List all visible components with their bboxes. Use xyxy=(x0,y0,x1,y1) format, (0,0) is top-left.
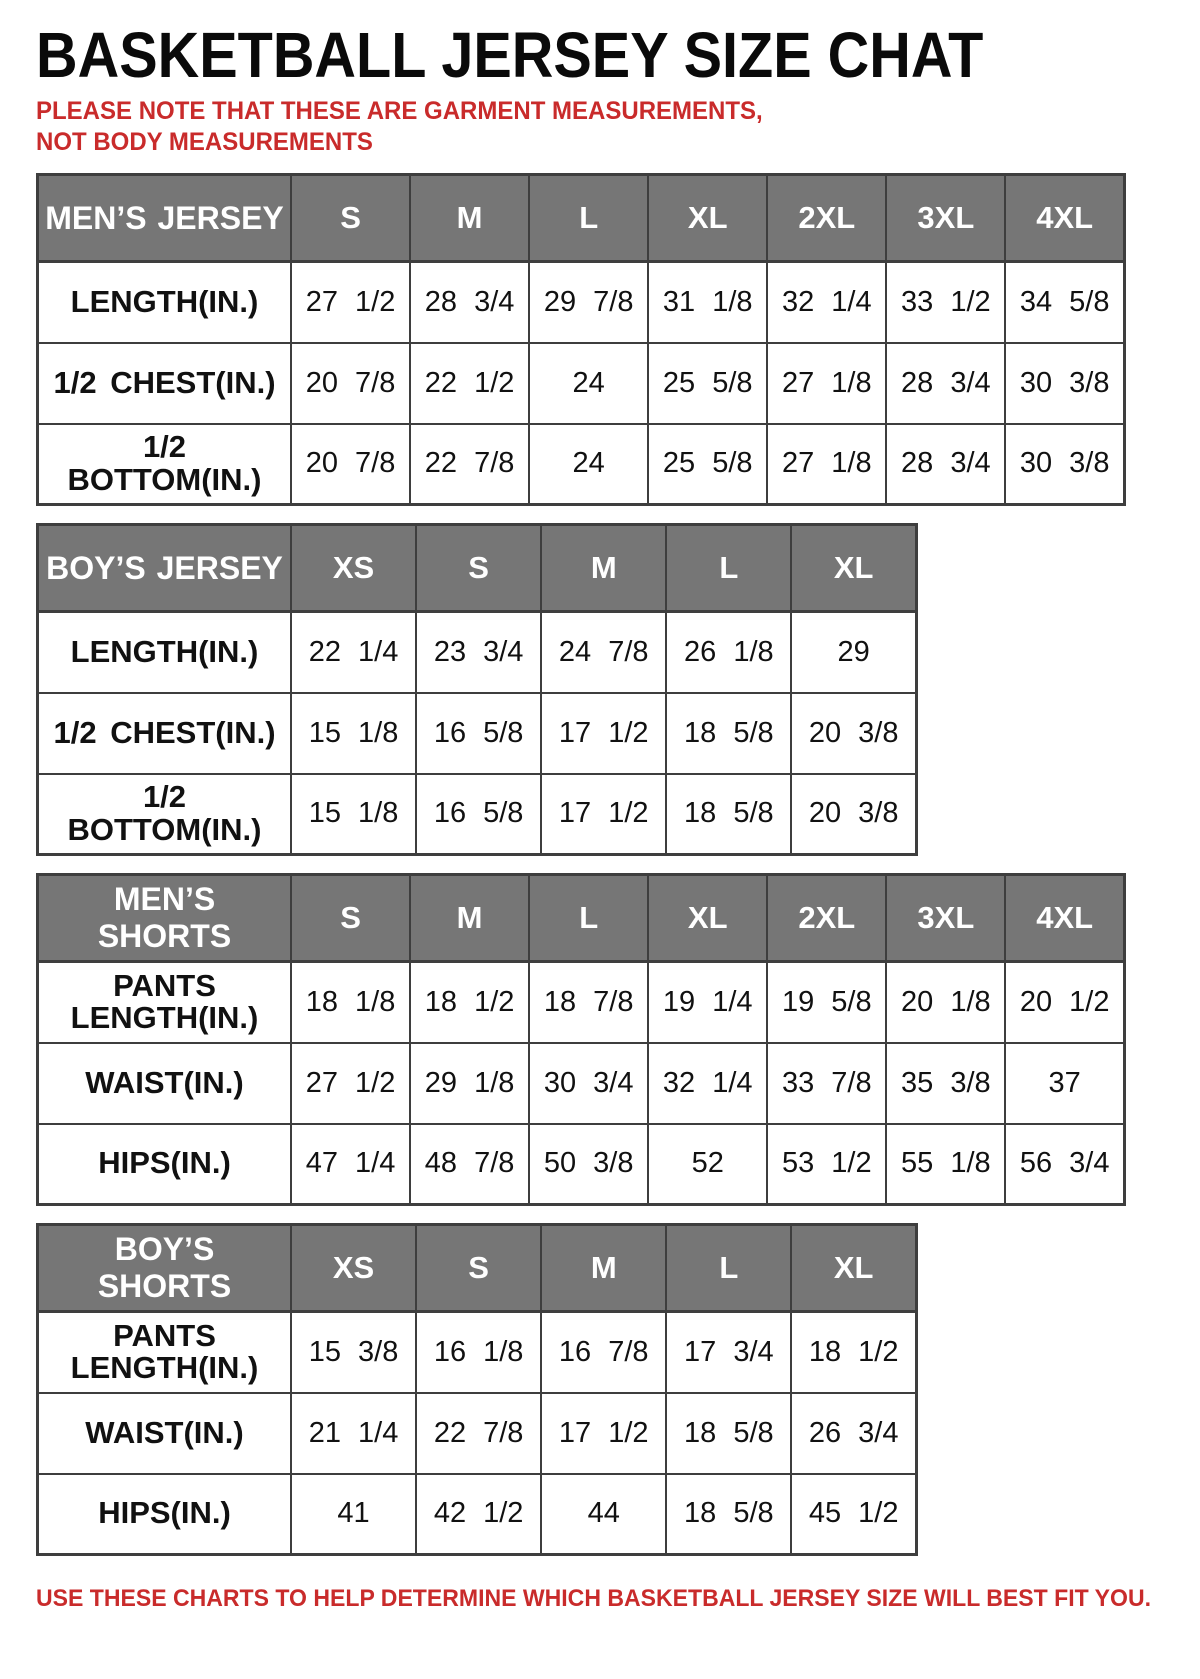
measurement-value: 28 3/4 xyxy=(886,343,1005,424)
measurement-value: 28 3/4 xyxy=(886,424,1005,505)
measurement-value: 29 1/8 xyxy=(410,1043,529,1124)
measurement-value: 37 xyxy=(1005,1043,1124,1124)
table-row xyxy=(38,1474,917,1555)
measurement-value: 17 1/2 xyxy=(541,693,666,774)
table-row xyxy=(38,962,1125,1043)
measurement-value: 18 7/8 xyxy=(529,962,648,1043)
measurement-label: 1/2 BOTTOM(IN.) xyxy=(38,774,292,855)
measurement-value: 18 5/8 xyxy=(666,1474,791,1555)
measurement-value: 15 3/8 xyxy=(291,1312,416,1393)
measurement-value: 24 xyxy=(529,343,648,424)
measurement-value: 17 1/2 xyxy=(541,1393,666,1474)
size-header-cell: 2XL xyxy=(767,175,886,262)
table-row xyxy=(38,262,1125,343)
measurement-value: 26 3/4 xyxy=(791,1393,916,1474)
measurement-value: 33 1/2 xyxy=(886,262,1005,343)
measurement-value: 20 3/8 xyxy=(791,693,916,774)
measurement-value: 20 7/8 xyxy=(291,343,410,424)
measurement-value: 15 1/8 xyxy=(291,774,416,855)
measurement-value: 18 5/8 xyxy=(666,693,791,774)
measurement-value: 27 1/2 xyxy=(291,1043,410,1124)
size-header-cell: M xyxy=(541,1225,666,1312)
table-row xyxy=(38,1043,1125,1124)
table-row xyxy=(38,343,1125,424)
measurement-label: PANTS LENGTH(IN.) xyxy=(38,962,292,1043)
measurement-value: 52 xyxy=(648,1124,767,1205)
garment-measurements-note: PLEASE NOTE THAT THESE ARE GARMENT MEASUREMENTS, NOT BODY MEASUREMENTS xyxy=(36,97,763,156)
measurement-value: 18 1/8 xyxy=(291,962,410,1043)
size-header-cell: L xyxy=(529,175,648,262)
table-row xyxy=(38,774,917,855)
measurement-value: 25 5/8 xyxy=(648,343,767,424)
size-header-cell: S xyxy=(291,875,410,962)
measurement-value: 29 xyxy=(791,612,916,693)
measurement-value: 44 xyxy=(541,1474,666,1555)
measurement-value: 20 3/8 xyxy=(791,774,916,855)
measurement-value: 30 3/8 xyxy=(1005,343,1124,424)
size-header-cell: M xyxy=(541,525,666,612)
measurement-value: 24 7/8 xyxy=(541,612,666,693)
size-header-cell: S xyxy=(291,175,410,262)
measurement-value: 18 1/2 xyxy=(410,962,529,1043)
size-header-cell: 2XL xyxy=(767,875,886,962)
measurement-label: HIPS(IN.) xyxy=(38,1474,292,1555)
measurement-label: WAIST(IN.) xyxy=(38,1393,292,1474)
measurement-value: 23 3/4 xyxy=(416,612,541,693)
size-header-cell: M xyxy=(410,175,529,262)
size-header-cell: XL xyxy=(791,1225,916,1312)
measurement-value: 16 7/8 xyxy=(541,1312,666,1393)
measurement-value: 27 1/2 xyxy=(291,262,410,343)
measurement-label: LENGTH(IN.) xyxy=(38,612,292,693)
measurement-value: 31 1/8 xyxy=(648,262,767,343)
measurement-value: 55 1/8 xyxy=(886,1124,1005,1205)
size-header-cell: 3XL xyxy=(886,875,1005,962)
size-header-cell: S xyxy=(416,1225,541,1312)
table-row xyxy=(38,424,1125,505)
measurement-label: 1/2 BOTTOM(IN.) xyxy=(38,424,292,505)
measurement-value: 16 1/8 xyxy=(416,1312,541,1393)
measurement-value: 19 5/8 xyxy=(767,962,886,1043)
measurement-value: 32 1/4 xyxy=(648,1043,767,1124)
measurement-value: 22 7/8 xyxy=(416,1393,541,1474)
measurement-label: WAIST(IN.) xyxy=(38,1043,292,1124)
measurement-value: 18 1/2 xyxy=(791,1312,916,1393)
measurement-value: 15 1/8 xyxy=(291,693,416,774)
measurement-value: 18 5/8 xyxy=(666,1393,791,1474)
boys-shorts-table xyxy=(36,1223,918,1556)
measurement-value: 24 xyxy=(529,424,648,505)
measurement-value: 33 7/8 xyxy=(767,1043,886,1124)
measurement-label: 1/2 CHEST(IN.) xyxy=(38,343,292,424)
measurement-value: 20 7/8 xyxy=(291,424,410,505)
measurement-value: 30 3/8 xyxy=(1005,424,1124,505)
boys-jersey-header-row xyxy=(38,525,917,612)
size-header-cell: 4XL xyxy=(1005,875,1124,962)
measurement-value: 27 1/8 xyxy=(767,424,886,505)
measurement-value: 16 5/8 xyxy=(416,774,541,855)
table-row xyxy=(38,1124,1125,1205)
measurement-value: 20 1/2 xyxy=(1005,962,1124,1043)
mens-shorts-header-row xyxy=(38,875,1125,962)
measurement-value: 29 7/8 xyxy=(529,262,648,343)
size-header-cell: M xyxy=(410,875,529,962)
size-header-cell: L xyxy=(666,525,791,612)
table-row xyxy=(38,1312,917,1393)
measurement-value: 18 5/8 xyxy=(666,774,791,855)
measurement-label: HIPS(IN.) xyxy=(38,1124,292,1205)
mens-shorts-title-cell: MEN’S SHORTS xyxy=(38,875,292,962)
measurement-value: 42 1/2 xyxy=(416,1474,541,1555)
measurement-value: 27 1/8 xyxy=(767,343,886,424)
page-title: BASKETBALL JERSEY SIZE CHAT xyxy=(36,19,984,91)
measurement-value: 53 1/2 xyxy=(767,1124,886,1205)
measurement-value: 34 5/8 xyxy=(1005,262,1124,343)
size-header-cell: XS xyxy=(291,525,416,612)
measurement-value: 45 1/2 xyxy=(791,1474,916,1555)
mens-jersey-header-row xyxy=(38,175,1125,262)
measurement-value: 47 1/4 xyxy=(291,1124,410,1205)
measurement-value: 35 3/8 xyxy=(886,1043,1005,1124)
measurement-value: 22 1/4 xyxy=(291,612,416,693)
boys-jersey-title-cell: BOY’S JERSEY xyxy=(38,525,292,612)
table-row xyxy=(38,612,917,693)
measurement-value: 26 1/8 xyxy=(666,612,791,693)
measurement-value: 56 3/4 xyxy=(1005,1124,1124,1205)
mens-jersey-table xyxy=(36,173,1126,506)
measurement-value: 25 5/8 xyxy=(648,424,767,505)
measurement-value: 22 1/2 xyxy=(410,343,529,424)
measurement-value: 50 3/8 xyxy=(529,1124,648,1205)
table-row xyxy=(38,693,917,774)
size-header-cell: 4XL xyxy=(1005,175,1124,262)
size-header-cell: L xyxy=(666,1225,791,1312)
measurement-value: 20 1/8 xyxy=(886,962,1005,1043)
size-header-cell: XL xyxy=(648,875,767,962)
best-fit-note: USE THESE CHARTS TO HELP DETERMINE WHICH BASKETBALL JERSEY SIZE WILL BEST FIT YOU. xyxy=(36,1585,1152,1612)
mens-jersey-title-cell: MEN’S JERSEY xyxy=(38,175,292,262)
boys-shorts-header-row xyxy=(38,1225,917,1312)
measurement-label: LENGTH(IN.) xyxy=(38,262,292,343)
measurement-label: 1/2 CHEST(IN.) xyxy=(38,693,292,774)
size-header-cell: L xyxy=(529,875,648,962)
measurement-value: 17 1/2 xyxy=(541,774,666,855)
measurement-value: 16 5/8 xyxy=(416,693,541,774)
boys-shorts-title-cell: BOY’S SHORTS xyxy=(38,1225,292,1312)
boys-jersey-table xyxy=(36,523,918,856)
measurement-value: 22 7/8 xyxy=(410,424,529,505)
size-header-cell: XS xyxy=(291,1225,416,1312)
size-header-cell: S xyxy=(416,525,541,612)
mens-shorts-table xyxy=(36,873,1126,1206)
measurement-value: 19 1/4 xyxy=(648,962,767,1043)
table-row xyxy=(38,1393,917,1474)
measurement-value: 48 7/8 xyxy=(410,1124,529,1205)
measurement-label: PANTS LENGTH(IN.) xyxy=(38,1312,292,1393)
size-header-cell: XL xyxy=(648,175,767,262)
measurement-value: 21 1/4 xyxy=(291,1393,416,1474)
measurement-value: 41 xyxy=(291,1474,416,1555)
size-header-cell: 3XL xyxy=(886,175,1005,262)
measurement-value: 32 1/4 xyxy=(767,262,886,343)
measurement-value: 28 3/4 xyxy=(410,262,529,343)
size-header-cell: XL xyxy=(791,525,916,612)
measurement-value: 17 3/4 xyxy=(666,1312,791,1393)
measurement-value: 30 3/4 xyxy=(529,1043,648,1124)
